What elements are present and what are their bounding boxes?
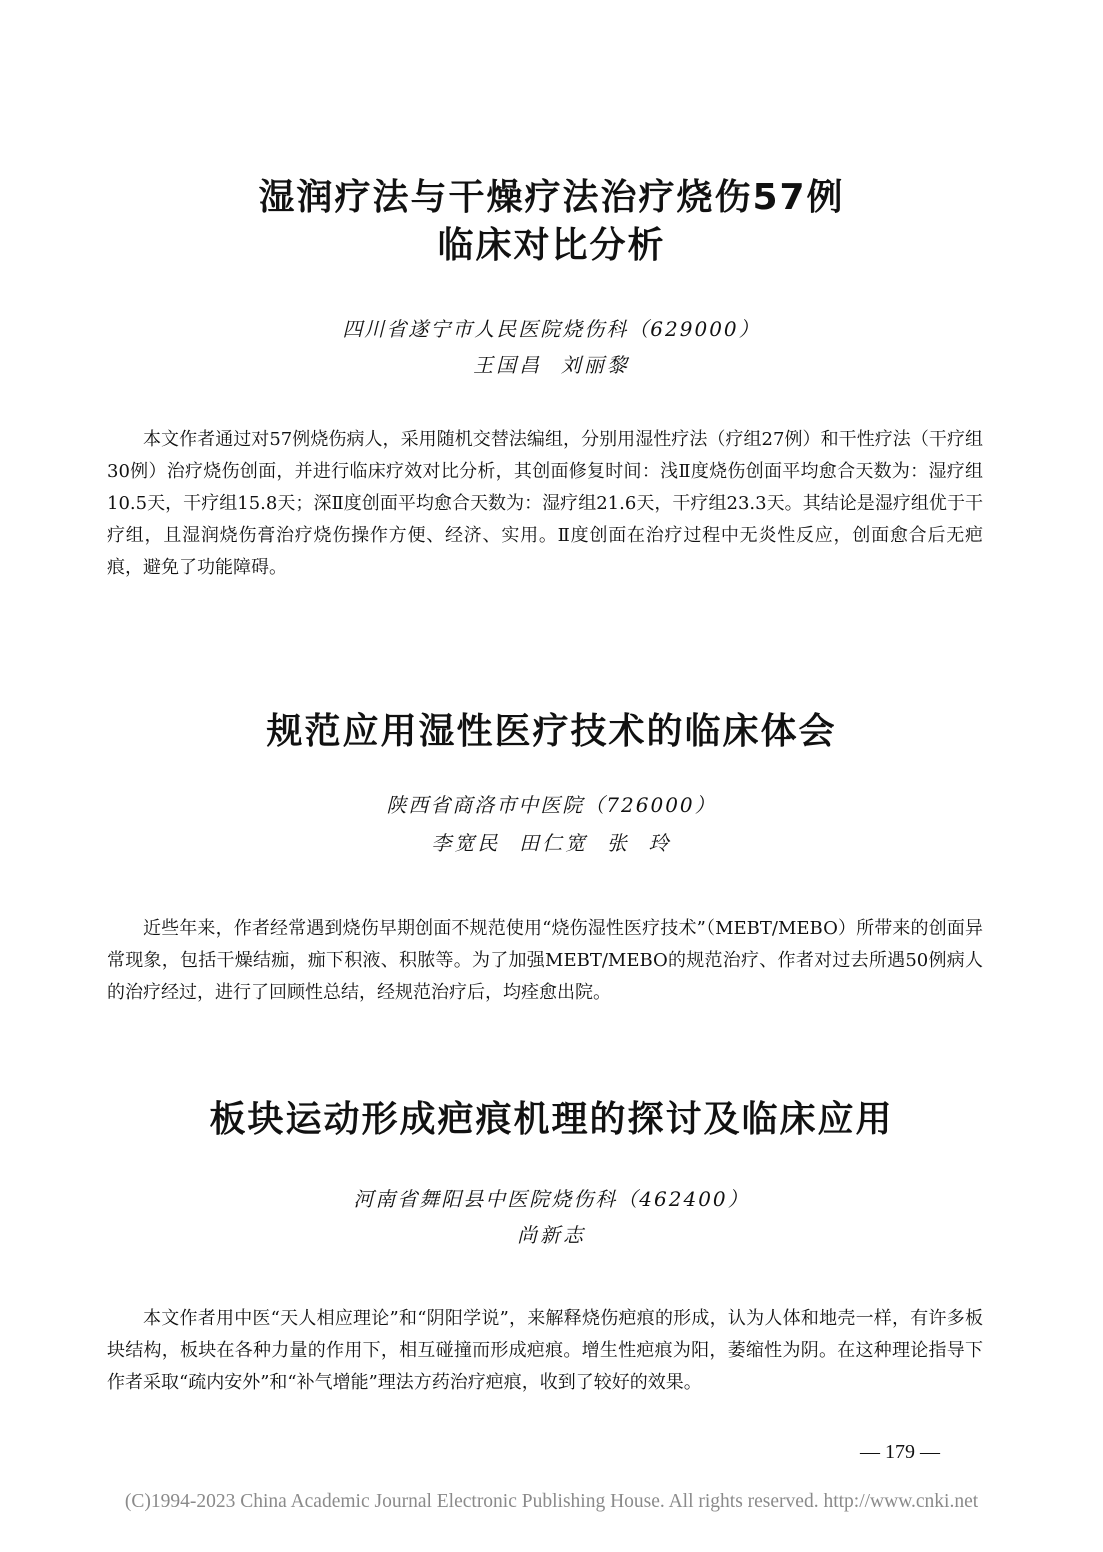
article-3-abstract: 本文作者用中医“天人相应理论”和“阴阳学说”，来解释烧伤疤痕的形成，认为人体和地壳一样，有许多板块结构，板块在各种力量的作用下，相互碰撞而形成疤痕。增生性疤痕为阳，萎缩性为阴。在这种理论指导下作者采取“疏内安外”和“补气增能”理法方药治疗疤痕，收到了较好的效果。 <box>107 1308 983 1393</box>
article-1-title <box>0 174 1103 270</box>
page-number: — 179 — <box>860 1441 940 1463</box>
article-3-title-line-1: 板块运动形成疤痕机理的探讨及临床应用 <box>209 1099 894 1140</box>
article-3-authors: 尚新志 <box>517 1223 586 1247</box>
article-1-affiliation: 四川省遂宁市人民医院烧伤科（629000） <box>342 317 761 341</box>
article-3-title <box>0 1096 1103 1144</box>
article-2-authors: 李宽民 田仁宽 张 玲 <box>431 831 672 855</box>
article-1-title-line-1: 湿润疗法与干燥疗法治疗烧伤57例 <box>258 177 845 218</box>
article-2-abstract: 近些年来，作者经常遇到烧伤早期创面不规范使用“烧伤湿性医疗技术”（MEBT/MEBO）所带来的创面异常现象，包括干燥结痂，痂下积液、积脓等。为了加强MEBT/MEBO的规范治疗、作者对过去所遇50例病人的治疗经过，进行了回顾性总结，经规范治疗后，均痊愈出院。 <box>107 918 983 1003</box>
article-2-affiliation: 陕西省商洛市中医院（726000） <box>386 793 717 817</box>
article-2-title <box>0 708 1103 756</box>
article-1-title-line-2: 临床对比分析 <box>437 225 666 266</box>
article-1-abstract: 本文作者通过对57例烧伤病人，采用随机交替法编组，分别用湿性疗法（疗组27例）和干性疗法（干疗组30例）治疗烧伤创面，并进行临床疗效对比分析，其创面修复时间：浅Ⅱ度烧伤创面平均愈合天数为：湿疗组10.5天，干疗组15.8天；深Ⅱ度创面平均愈合天数为：湿疗组21.6天，干疗组23.3天。其结论是湿疗组优于干疗组，且湿润烧伤膏治疗烧伤操作方便、经济、实用。Ⅱ度创面在治疗过程中无炎性反应，创面愈合后无疤痕，避免了功能障碍。 <box>107 429 983 578</box>
article-3-affiliation: 河南省舞阳县中医院烧伤科（462400） <box>353 1187 750 1211</box>
article-2-title-line-1: 规范应用湿性医疗技术的临床体会 <box>266 711 837 752</box>
copyright-footer: (C)1994-2023 China Academic Journal Electronic Publishing House. All rights reserved. http://www.cnki.net <box>124 1491 979 1512</box>
article-1-authors: 王国昌 刘丽黎 <box>473 353 630 377</box>
